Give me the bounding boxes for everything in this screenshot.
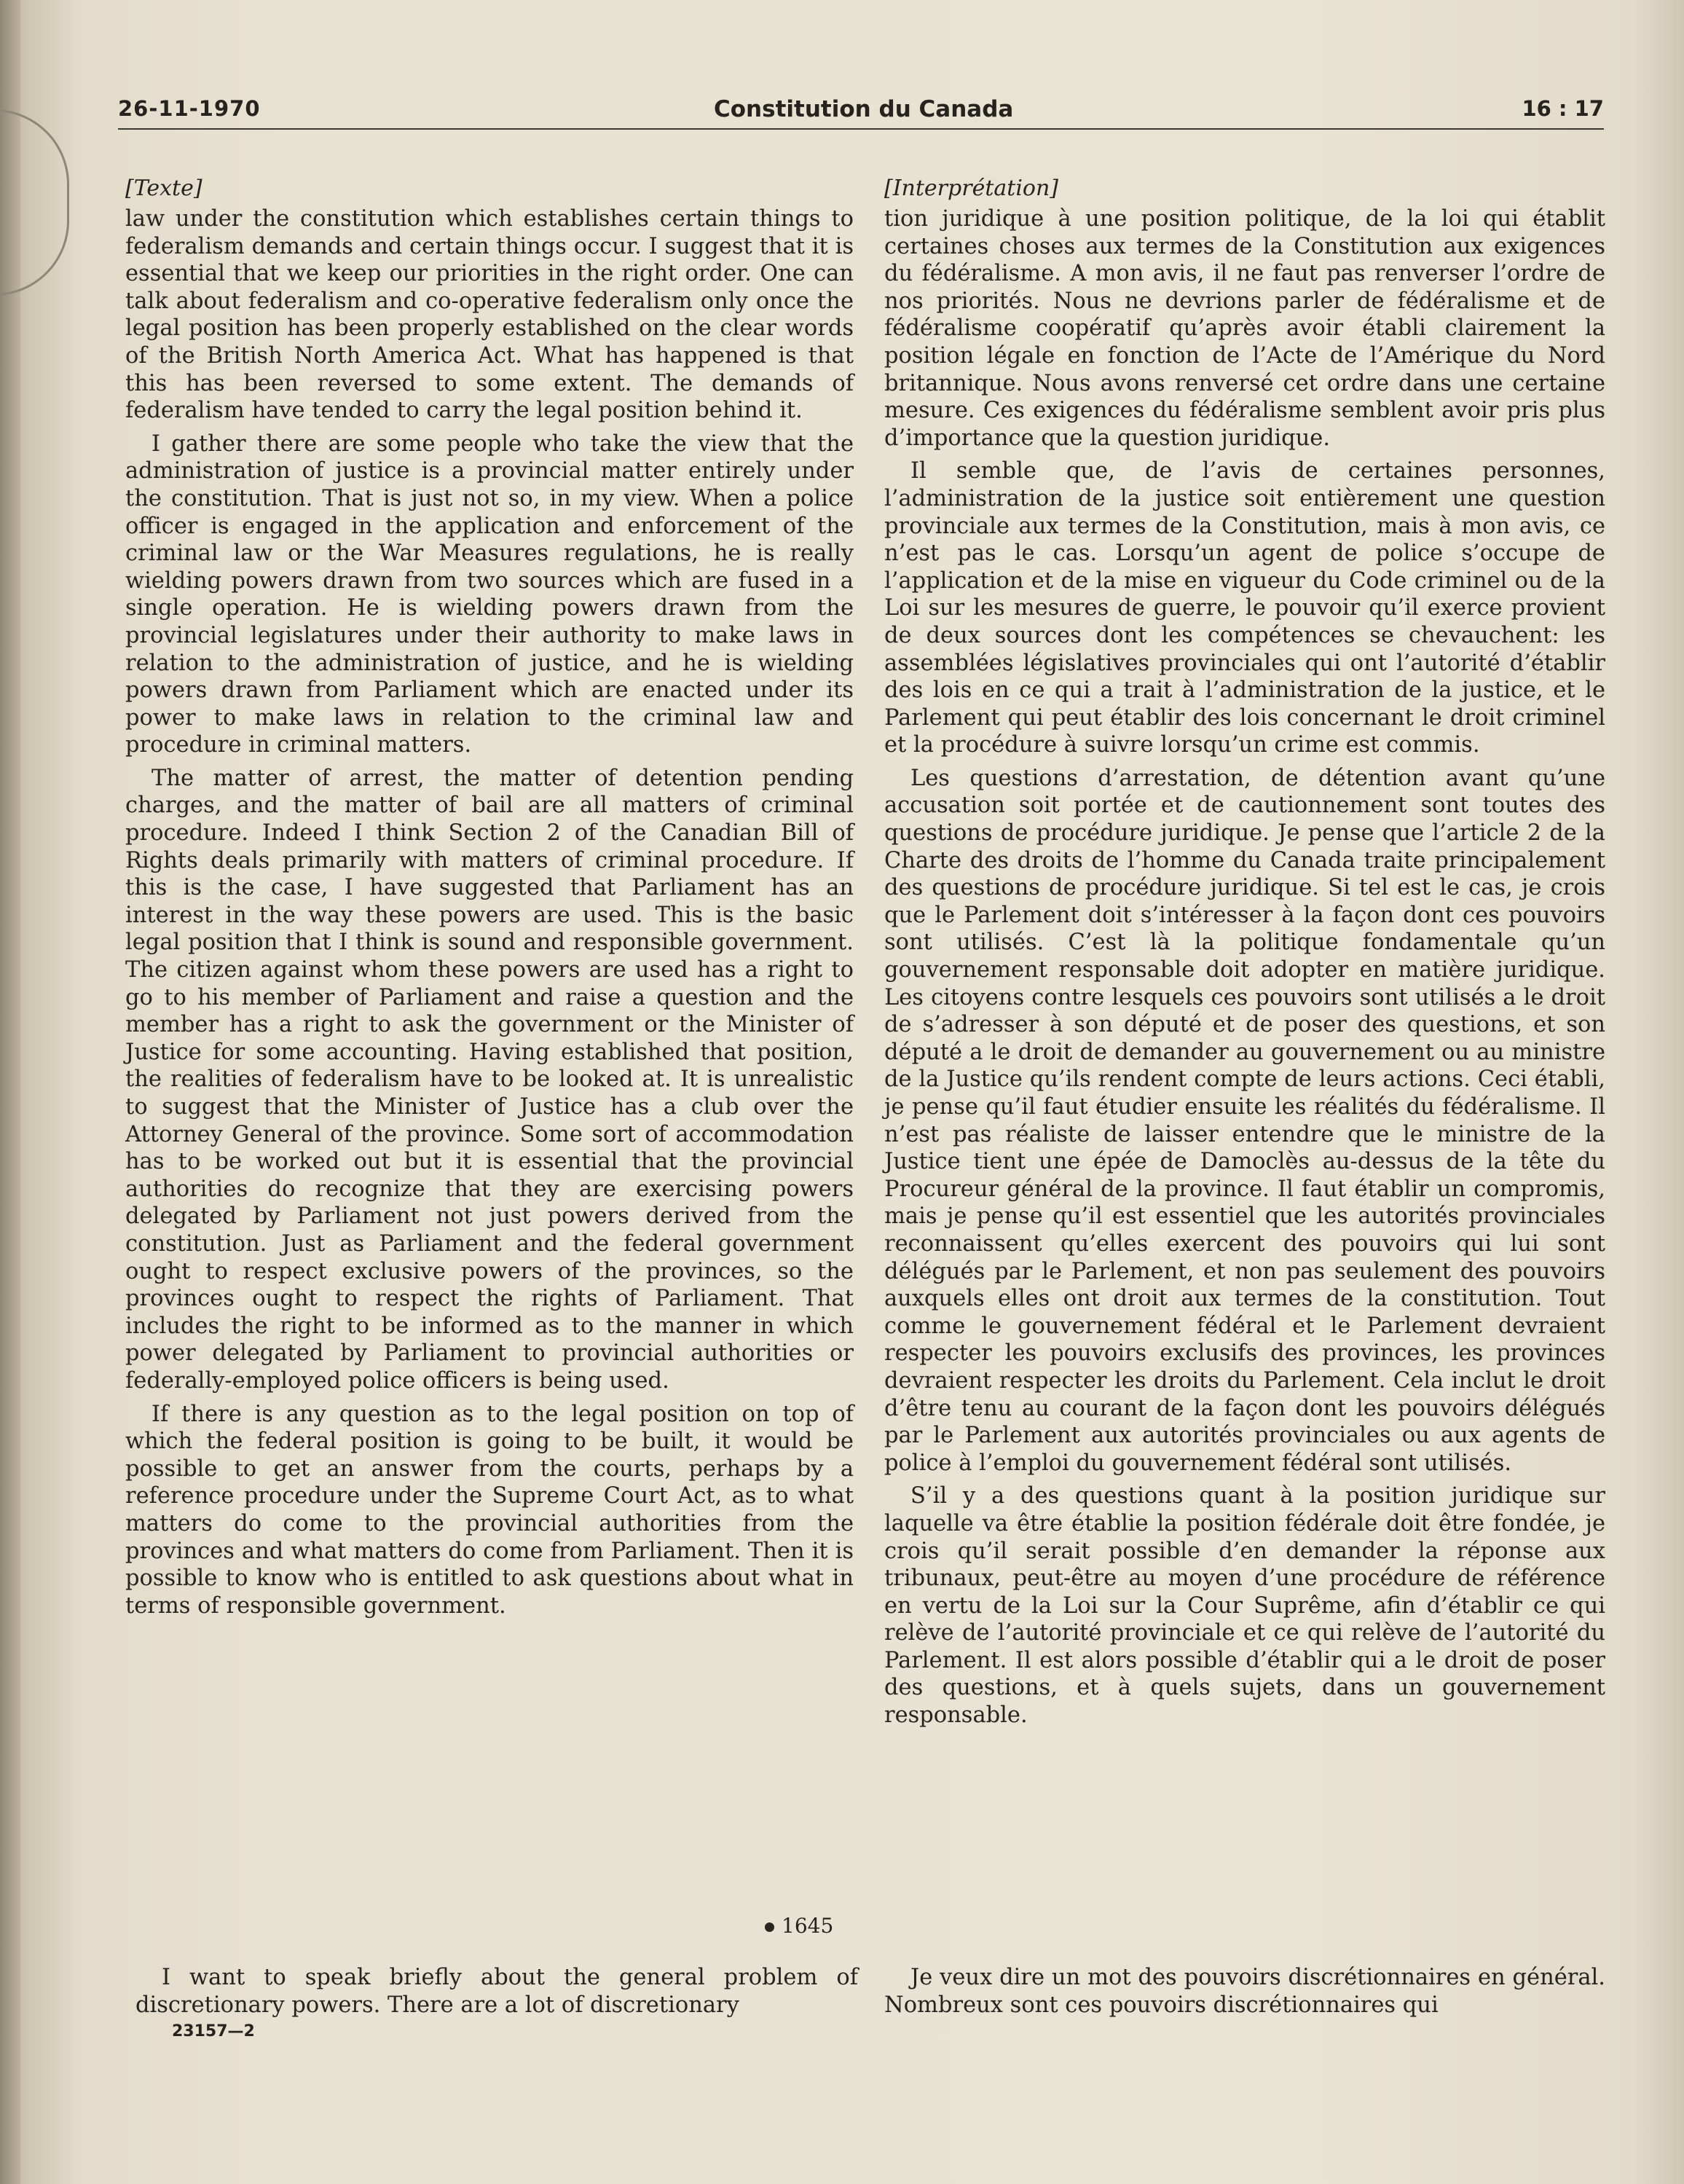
english-paragraph: The matter of arrest, the matter of detention pending charges, and the matter of bail are all matters of criminal procedure. Indeed I think Section 2 of the Canadian Bill of Rights deals primarily with matters of criminal procedure. If this is the case, I have suggested that Parliament has an interest in the way these powers are used. This is the basic legal position that I think is sound and responsible government. The citizen against whom these powers are used has a right to go to his member of Parliament and raise a question and the member has a right to ask the government or the Minister of Justice for some accounting. Having established that position, the realities of federalism have to be looked at. It is unrealistic to suggest that the Minister of Justice has a club over the Attorney General of the province. Some sort of accommodation has to be worked out but it is essential that the provincial authorities do recognize that they are exercising powers delegated by Parliament not just powers derived from the constitution. Just as Parliament and the federal government ought to respect exclusive powers of the provinces, so the provinces ought to respect the rights of Parliament. That includes the right to be informed as to the manner in which power delegated by Parliament to provincial authorities or federally-employed police officers is being used. <box>125 765 854 1394</box>
header-date: 26-11-1970 <box>118 96 261 121</box>
french-column-heading: [Interprétation] <box>884 176 1059 201</box>
french-paragraph: Les questions d’arrestation, de détention avant qu’une accusation soit portée et de cautionnement sont toutes des questions de procédure juridique. Je pense que l’article 2 de la Charte des droits de l’homme du Canada traite principalement des questions de procédure juridique. Si tel est le cas, je crois que le Parlement doit s’intéresser à la façon dont ces pouvoirs sont utilisés. C’est là la politique fondamentale qu’un gouvernement responsable doit adopter en matière juridique. Les citoyens contre lesquels ces pouvoirs sont utilisés a le droit de s’adresser à son député et de poser des questions, et son député a le droit de demander au gouvernement ou au ministre de la Justice qu’ils rendent compte de leurs actions. Ceci établi, je pense qu’il faut étudier ensuite les réalités du fédéralisme. Il n’est pas réaliste de laisser entendre que le ministre de la Justice tient une épée de Damoclès au-dessus de la tête du Procureur général de la province. Il faut établir un compromis, mais je pense qu’il est essentiel que les autorités provinciales reconnaissent qu’elles exercent des pouvoirs qui lui sont délégués par le Parlement, et non pas seulement des pouvoirs auxquels elles ont droit aux termes de la constitution. Tout comme le gouvernement fédéral et le Parlement devraient respecter les pouvoirs exclusifs des provinces, les provinces devraient respecter les droits du Parlement. Cela inclut le droit d’être tenu au courant de la façon dont les pouvoirs délégués par le Parlement aux autorités provinciales ou aux agents de police à l’emploi du gouvernement fédéral sont utilisés. <box>884 765 1605 1476</box>
margin-mark <box>0 109 69 296</box>
english-column-heading: [Texte] <box>125 176 202 201</box>
header-title: Constitution du Canada <box>714 96 1014 122</box>
footer-code: 23157—2 <box>172 2022 255 2040</box>
page-header <box>118 93 1604 131</box>
english-tail-paragraph: I want to speak briefly about the general problem of discretionary powers. There are a lot of discretionary <box>135 1965 858 2018</box>
english-paragraph: If there is any question as to the legal position on top of which the federal position is going to be built, it would be possible to get an answer from the courts, perhaps by a reference procedure under the Supreme Court Act, as to what matters do come to the provincial authorities from the provinces and what matters do come from Parliament. Then it is possible to know who is entitled to ask questions about what in terms of responsible government. <box>125 1401 854 1619</box>
time-marker <box>765 1914 833 1938</box>
french-tail-paragraph: Je veux dire un mot des pouvoirs discrétionnaires en général. Nombreux sont ces pouvoirs discrétionnaires qui <box>884 1965 1605 2018</box>
binding-edge <box>0 0 20 2184</box>
french-paragraph: S’il y a des questions quant à la position juridique sur laquelle va être établie la position fédérale doit être fondée, je crois qu’il serait possible d’en demander la réponse aux tribunaux, peut-être au moyen d’une procédure de référence en vertu de la Loi sur la Cour Suprême, afin d’établir ce qui relève de l’autorité provinciale et ce qui relève de l’autorité du Parlement. Il est alors possible d’établir qui a le droit de poser des questions, et à quels sujets, dans un gouvernement responsable. <box>884 1483 1605 1729</box>
french-paragraph: tion juridique à une position politique, de la loi qui établit certaines choses aux termes de la Constitution aux exigences du fédéralisme. A mon avis, il ne faut pas renverser l’ordre de nos priorités. Nous ne devrions parler de fédéralisme et de fédéralisme coopératif qu’après avoir établi clairement la position légale en fonction de l’Acte de l’Amérique du Nord britannique. Nous avons renversé cet ordre dans une certaine mesure. Ces exigences du fédéralisme semblent avoir pris plus d’importance que la question juridique. <box>884 206 1605 451</box>
french-continuation <box>884 1958 1605 2019</box>
english-paragraph: law under the constitution which establishes certain things to federalism demands and certain things occur. I suggest that it is essential that we keep our priorities in the right order. One can talk about federalism and co-operative federalism only once the legal position has been properly established on the clear words of the British North America Act. What has happened is that this has been reversed to some extent. The demands of federalism have tended to carry the legal position behind it. <box>125 206 854 424</box>
header-page-number: 16 : 17 <box>1522 96 1604 121</box>
bullet-icon <box>765 1922 774 1932</box>
english-continuation <box>135 1958 858 2019</box>
time-marker-text: 1645 <box>782 1914 834 1938</box>
french-paragraph: Il semble que, de l’avis de certaines personnes, l’administration de la justice soit entièrement une question provinciale aux termes de la Constitution, mais à mon avis, ce n’est pas le cas. Lorsqu’un agent de police s’occupe de l’application et de la mise en vigueur du Code criminel ou de la Loi sur les mesures de guerre, le pouvoir qu’il exerce provient de deux sources dont les compétences se chevauchent: les assemblées législatives provinciales qui ont l’autorité d’établir des lois en ce qui a trait à l’administration de la justice, et le Parlement qui peut établir des lois concernant le droit criminel et la procédure à suivre lorsqu’un crime est commis. <box>884 458 1605 758</box>
english-column <box>125 175 854 1619</box>
english-paragraph: I gather there are some people who take the view that the administration of justice is a provincial matter entirely under the constitution. That is just not so, in my view. When a police officer is engaged in the application and enforcement of the criminal law or the War Measures regulations, he is really wielding powers drawn from two sources which are fused in a single operation. He is wielding powers drawn from the provincial legislatures under their authority to make laws in relation to the administration of justice, and he is wielding powers drawn from Parliament which are enacted under its power to make laws in relation to the criminal law and procedure in criminal matters. <box>125 431 854 758</box>
french-column <box>884 175 1605 1729</box>
header-rule <box>118 128 1604 130</box>
